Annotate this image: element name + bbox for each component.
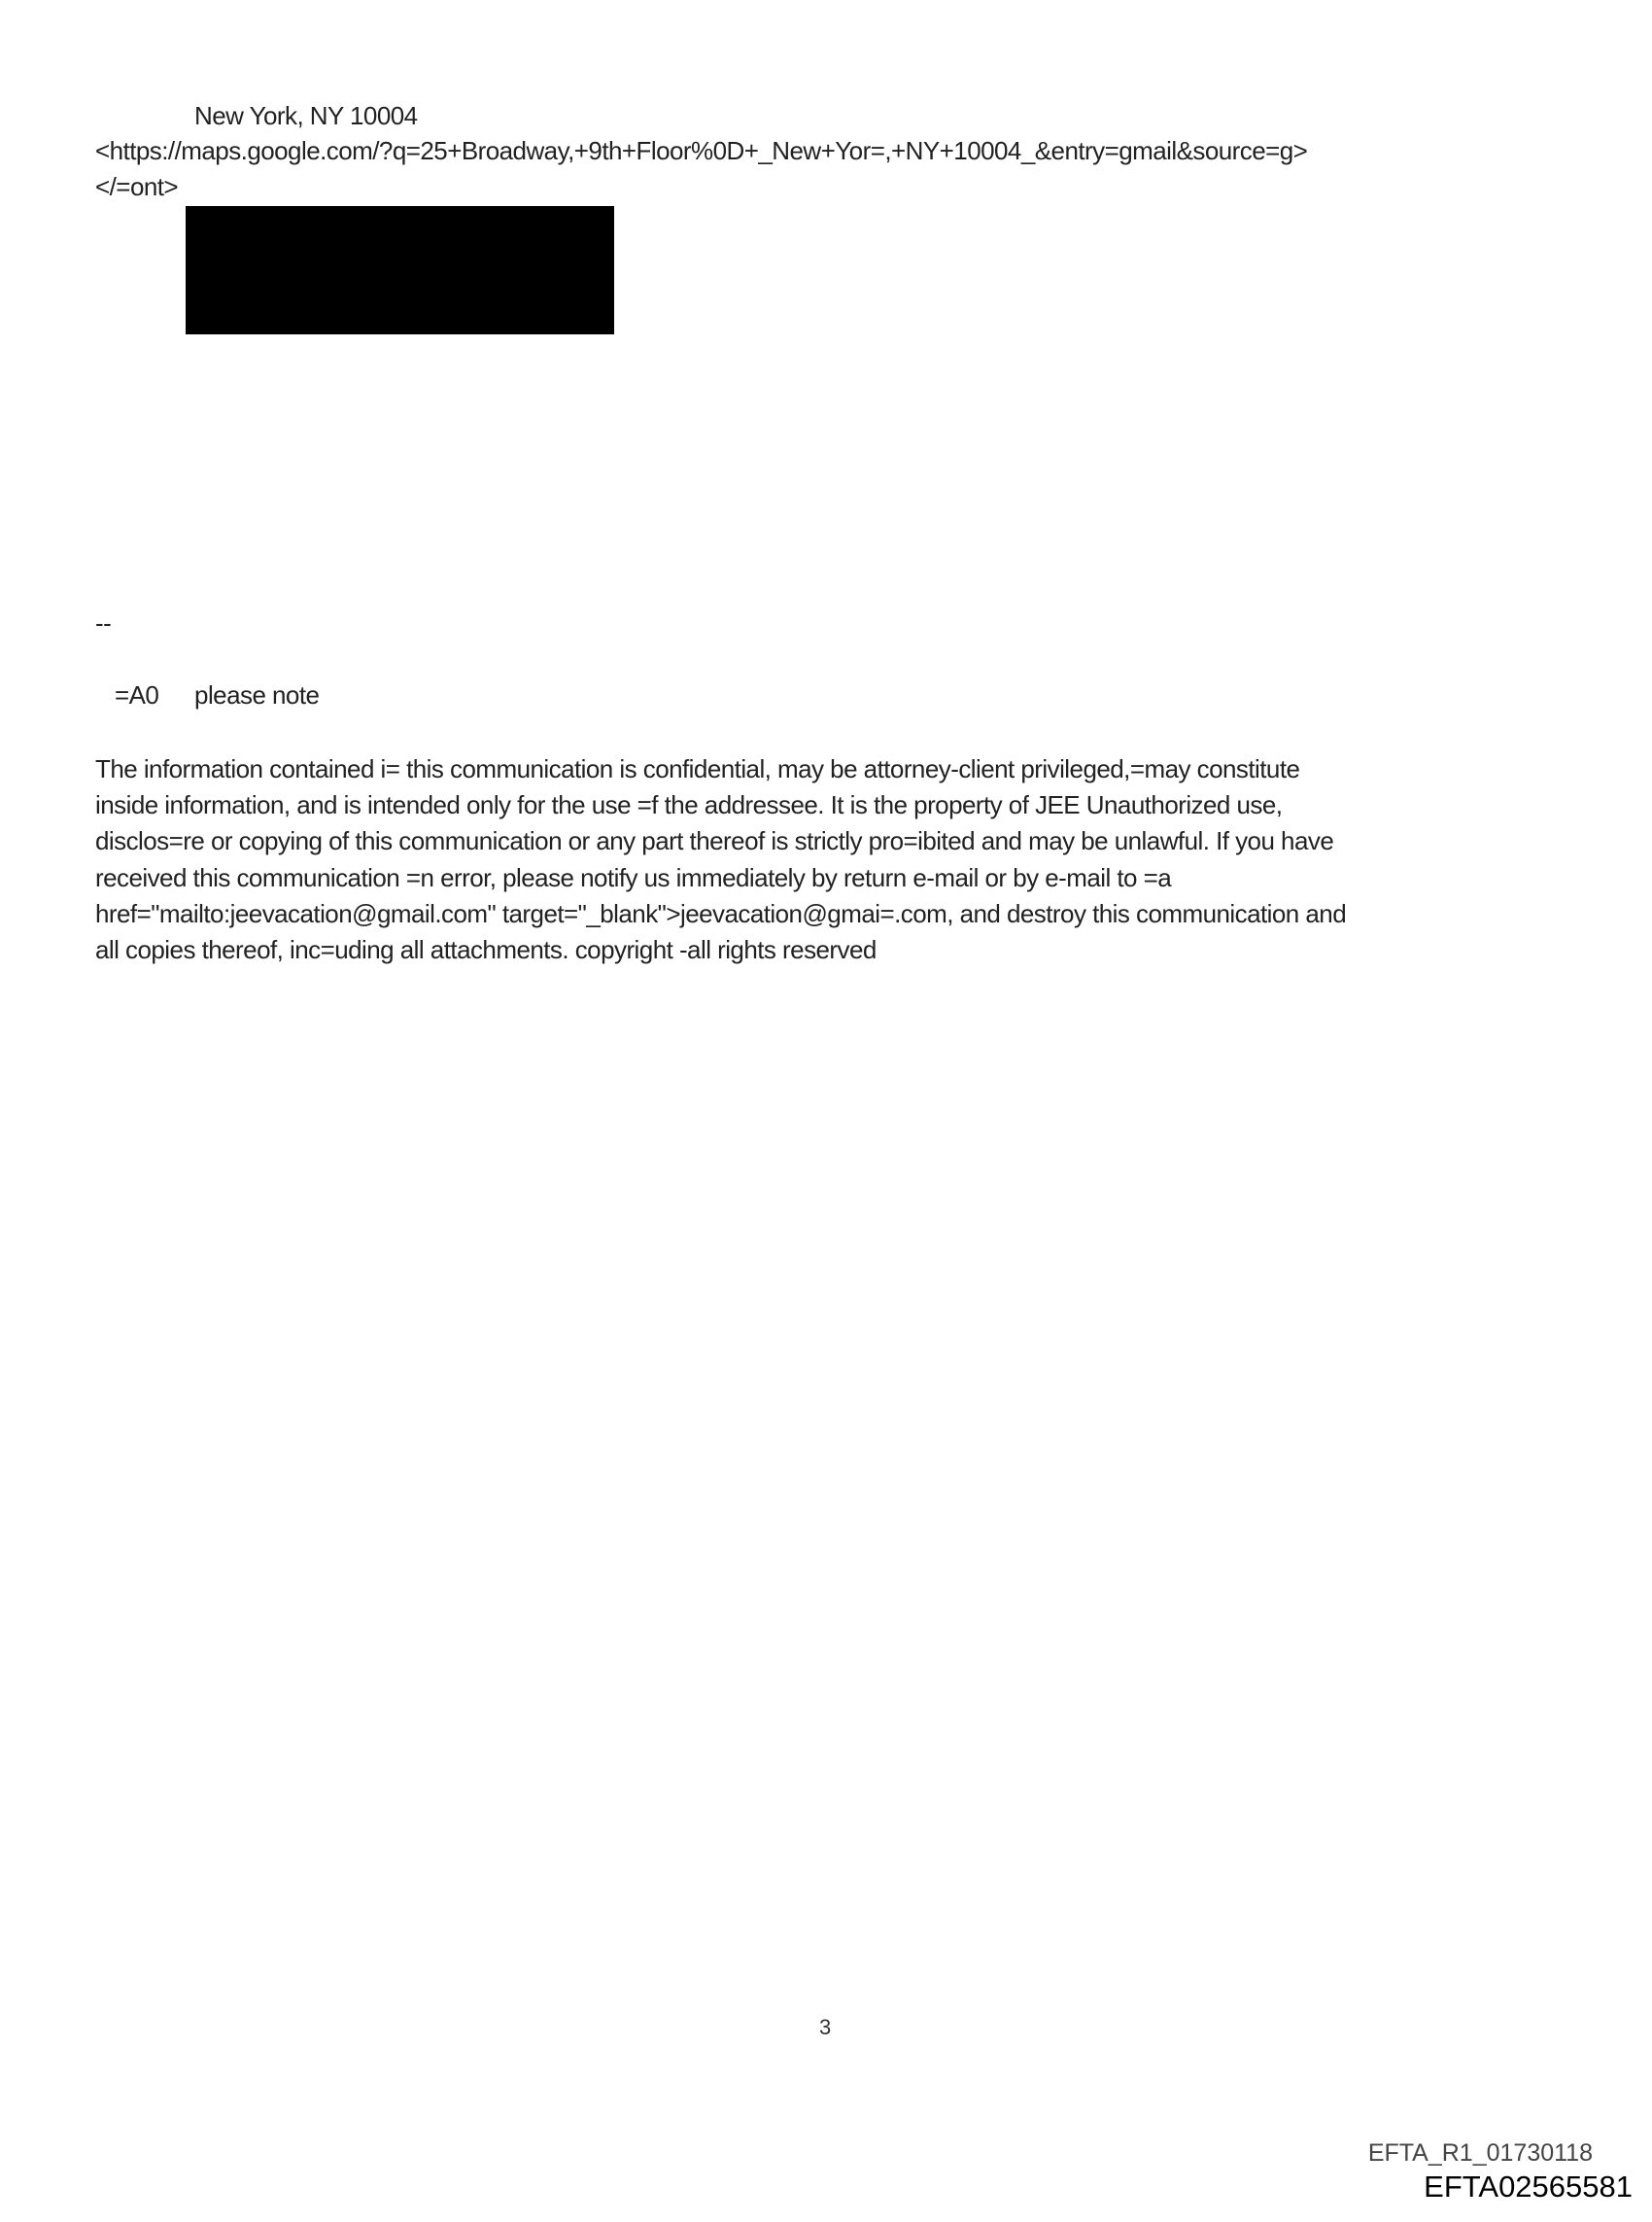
- disclaimer-line: href="mailto:jeevacation@gmail.com" target="_blank">jeevacation@gmai=.com, and destroy this communication and: [95, 898, 1347, 928]
- bates-number-r1: EFTA_R1_01730118: [1367, 2139, 1593, 2167]
- disclaimer-line: disclos=re or copying of this communication or any part thereof is strictly pro=ibited and may be unlawful. If you have: [95, 826, 1334, 856]
- note-label: please note: [194, 680, 320, 710]
- redaction-block: [186, 206, 614, 334]
- page-number: 3: [819, 2015, 832, 2039]
- disclaimer-line: The information contained i= this communication is confidential, may be attorney-client privileged,=may constitute: [95, 754, 1300, 783]
- bates-number-main: EFTA02565581: [1424, 2170, 1633, 2204]
- maps-link-text: <https://maps.google.com/?q=25+Broadway,+9th+Floor%0D+_New+Yor=,+NY+10004_&entry=gmail&source=g>: [95, 136, 1308, 165]
- note-prefix: =A0: [115, 680, 159, 710]
- address-line: New York, NY 10004: [194, 101, 418, 130]
- signature-separator: --: [95, 608, 112, 638]
- confidentiality-disclaimer: [95, 751, 1563, 968]
- disclaimer-line: inside information, and is intended only for the use =f the addressee. It is the property of JEE Unauthorized use,: [95, 790, 1283, 820]
- note-line: [115, 677, 319, 713]
- font-close-tag: </=ont>: [95, 172, 179, 201]
- disclaimer-line: received this communication =n error, please notify us immediately by return e-mail or by e-mail to =a: [95, 862, 1172, 892]
- disclaimer-line: all copies thereof, inc=uding all attachments. copyright -all rights reserved: [95, 935, 877, 965]
